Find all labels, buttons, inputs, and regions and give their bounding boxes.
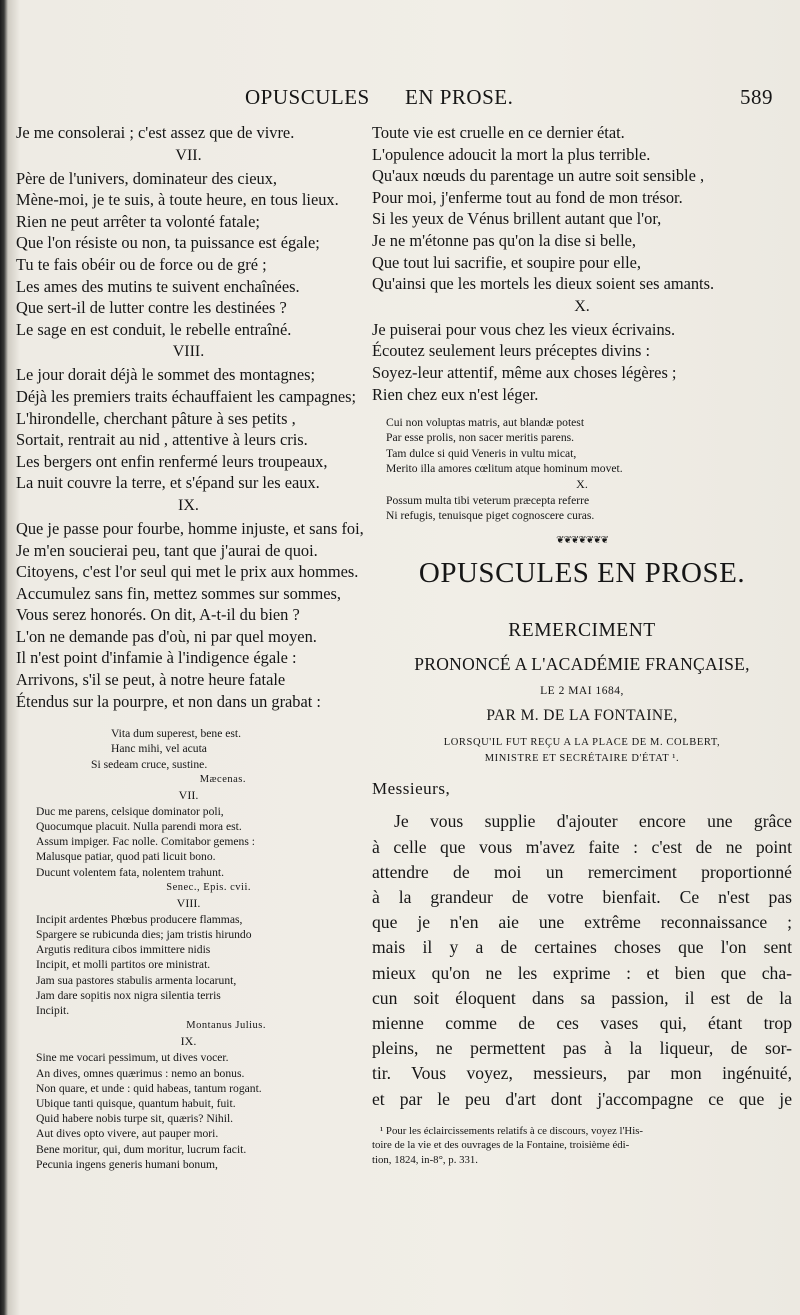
latin-line: Jam dare sopitis nox nigra silentia terris: [36, 988, 221, 1002]
verse-line: Qu'ainsi que les mortels les dieux soient ses amants.: [372, 274, 715, 294]
latin-number: IX.: [180, 1034, 197, 1049]
verse-line: Que tout lui sacrifie, et soupire pour elle,: [372, 252, 641, 272]
prose-line: cun soit éloquent dans sa passion, il est de la: [372, 987, 792, 1008]
prose-line: mienne comme de ces vases qui, étant trop: [372, 1012, 792, 1033]
latin-number: X.: [576, 476, 588, 491]
verse-line: L'on ne demande pas d'où, ni par quel moyen.: [16, 626, 317, 646]
verse-line: Si les yeux de Vénus brillent autant que l'or,: [372, 209, 662, 229]
ornament-divider: ❦❦❦❦❦❦❦: [556, 535, 608, 547]
latin-line: Si sedeam cruce, sustine.: [91, 757, 208, 771]
prose-line: mais il y a de certaines choses que l'on sent: [372, 937, 792, 958]
prose-line: attendre de moi un remerciment proportionné: [372, 861, 792, 882]
latin-line: Malusque patiar, quod pati licuit bono.: [36, 850, 216, 864]
context-line: MINISTRE ET SECRÉTAIRE D'ÉTAT ¹.: [484, 753, 680, 765]
latin-line: Duc me parens, celsique dominator poli,: [36, 804, 224, 818]
verse-line: Soyez-leur attentif, même aux choses légères ;: [372, 362, 677, 382]
latin-line: Par esse prolis, non sacer meritis parens.: [386, 431, 575, 445]
footnote-line: toire de la vie et des ouvrages de la Fontaine, troisième édi-: [372, 1139, 630, 1152]
verse-line: Qu'aux nœuds du parentage un autre soit sensible ,: [372, 166, 705, 186]
left-column: [16, 122, 364, 1172]
speech-subtitle: PRONONCÉ A L'ACADÉMIE FRANÇAISE,: [414, 654, 750, 675]
latin-continuation: [372, 415, 792, 476]
verse-line: Tu te fais obéir ou de force ou de gré ;: [16, 254, 267, 274]
latin-line: Jam sua pastores stabulis armenta locarunt,: [36, 973, 237, 987]
verse-line: Citoyens, c'est l'or seul qui met le prix aux hommes.: [16, 562, 359, 582]
latin-x: [372, 493, 792, 523]
prose-line: pleins, ne permettent pas à la liqueur, de sor-: [372, 1038, 792, 1059]
prose-line: à celle que vous m'avez faite : c'est de ne point: [372, 836, 792, 857]
verse-line: Que l'on résiste ou non, ta puissance est égale;: [16, 233, 320, 253]
latin-block-1: [16, 726, 361, 772]
prose-line: mieux qu'on ne les exprime : et bien que cha-: [372, 962, 792, 983]
prose-line: à la grandeur de votre bienfait. Ce n'est pas: [372, 886, 792, 907]
author-line: PAR M. DE LA FONTAINE,: [486, 707, 678, 725]
latin-line: Ubique tanti quisque, quantum habuit, fuit.: [36, 1096, 236, 1110]
verse-line: Je puiserai pour vous chez les vieux écrivains.: [372, 319, 676, 339]
latin-source: Mæcenas.: [199, 773, 246, 785]
verse-line: Le jour dorait déjà le sommet des montagnes;: [16, 365, 316, 385]
latin-line: Incipit, et molli partitos ore ministrat.: [36, 958, 211, 972]
verse-line: Étendus sur la pourpre, et non dans un grabat :: [16, 691, 321, 711]
latin-line: Assum impiger. Fac nolle. Comitabor gemens :: [36, 835, 255, 849]
latin-vii: [16, 804, 361, 880]
latin-line: Spargere se rubicunda dies; jam tristis hirundo: [36, 928, 252, 942]
verse-line: Pour moi, j'enferme tout au fond de mon trésor.: [372, 187, 683, 207]
verse-line: Sortait, rentrait au nid , attentive à leurs cris.: [16, 430, 308, 450]
latin-line: Incipit.: [36, 1004, 70, 1018]
stanza-continuation: [372, 122, 792, 295]
latin-line: Ni refugis, tenuisque piget cognoscere curas.: [386, 509, 595, 523]
verse-line: Arrivons, s'il se peut, à notre heure fatale: [16, 670, 286, 690]
verse-line: Vous serez honorés. On dit, A-t-il du bien ?: [16, 605, 300, 625]
latin-line: Non quare, et unde : quid habeas, tantum rogant.: [36, 1081, 262, 1095]
verse-line: Je m'en soucierai peu, tant que j'aurai de quoi.: [16, 540, 318, 560]
verse-line: L'opulence adoucit la mort la plus terrible.: [372, 144, 651, 164]
running-head: [0, 85, 800, 115]
verse-line: Le sage en est conduit, le rebelle entraîné.: [16, 319, 292, 339]
footnote-line: ¹ Pour les éclaircissements relatifs à ce discours, voyez l'His-: [380, 1124, 644, 1137]
latin-line: Hanc mihi, vel acuta: [111, 742, 207, 756]
latin-line: An dives, omnes quærimus : nemo an bonus.: [36, 1066, 245, 1080]
page-number: 589: [740, 85, 773, 109]
verse-line: Rien ne peut arrêter ta volonté fatale;: [16, 211, 260, 231]
prose-line: Je vous supplie d'ajouter encore une grâce: [394, 811, 792, 832]
latin-ix: [16, 1050, 361, 1172]
verse-line: Que sert-il de lutter contre les destinées ?: [16, 298, 287, 318]
latin-line: Ducunt volentem fata, nolentem trahunt.: [36, 865, 225, 879]
latin-line: Merito illa amores cœlitum atque hominum movet.: [386, 461, 623, 475]
stanza-viii: [16, 364, 361, 494]
verse-line: Il n'est point d'infamie à l'indigence égale :: [16, 648, 297, 668]
verse-line: Que je passe pour fourbe, homme injuste, et sans foi,: [16, 518, 364, 538]
stanza-number: X.: [574, 297, 590, 315]
verse-line: Accumulez sans fin, mettez sommes sur sommes,: [16, 583, 342, 603]
stanza-number: IX.: [178, 496, 199, 514]
verse-line: Toute vie est cruelle en ce dernier état.: [372, 123, 625, 142]
speech-body: [372, 809, 792, 1111]
latin-line: Pecunia ingens generis humani bonum,: [36, 1157, 218, 1171]
latin-line: Quid habere nobis turpe sit, quæris? Nihil.: [36, 1112, 234, 1126]
verse-line: Mène-moi, je te suis, à toute heure, en tous lieux.: [16, 190, 339, 210]
stanza-number: VIII.: [172, 343, 205, 361]
latin-number: VIII.: [176, 895, 201, 910]
latin-line: Tam dulce si quid Veneris in vultu micat,: [386, 446, 577, 460]
latin-line: Cui non voluptas matris, aut blandæ potest: [386, 416, 585, 430]
latin-line: Incipit ardentes Phœbus producere flammas,: [36, 912, 243, 926]
section-title: OPUSCULES EN PROSE.: [418, 557, 746, 590]
verse-line: Père de l'univers, dominateur des cieux,: [16, 168, 278, 188]
latin-line: Quocumque placuit. Nulla parendi mora est.: [36, 820, 242, 834]
verse-line: Les ames des mutins te suivent enchaînées.: [16, 276, 300, 296]
verse-line: Les bergers ont enfin renfermé leurs troupeaux,: [16, 451, 328, 471]
right-column: [372, 122, 792, 1168]
latin-viii: [16, 912, 361, 1018]
context-block: [372, 735, 792, 767]
stanza-ix: [16, 518, 364, 712]
latin-source: Montanus Julius.: [186, 1020, 266, 1032]
verse-line: La nuit couvre la terre, et s'épand sur les eaux.: [16, 473, 320, 493]
prose-line: tir. Vous voyez, messieurs, par mon ingénuité,: [372, 1063, 792, 1084]
verse-line: Je me consolerai ; c'est assez que de vivre.: [16, 123, 295, 142]
speech-title: REMERCIMENT: [508, 620, 656, 642]
latin-line: Argutis reditura cibos immittere nidis: [36, 943, 211, 957]
stanza-number: VII.: [175, 146, 202, 164]
latin-source: Senec., Epis. cvii.: [166, 881, 251, 893]
date-line: LE 2 MAI 1684,: [540, 685, 624, 698]
footnote-line: tion, 1824, in-8°, p. 331.: [372, 1153, 478, 1166]
stanza-vii: [16, 168, 361, 341]
running-head-right: EN PROSE.: [405, 85, 514, 109]
verse-line: Je ne m'étonne pas qu'on la dise si belle,: [372, 230, 636, 250]
verse-line: L'hirondelle, cherchant pâture à ses petits ,: [16, 408, 296, 428]
prose-line: et par le peu d'art dont j'accompagne ce que je: [372, 1088, 792, 1109]
verse-line: Écoutez seulement leurs préceptes divins :: [372, 341, 651, 361]
stanza-x: [372, 319, 792, 405]
prose-line: que je n'en aie une extrême reconnaissance ;: [372, 912, 792, 933]
latin-line: Possum multa tibi veterum præcepta referre: [386, 493, 590, 507]
running-head-left: OPUSCULES: [245, 85, 370, 109]
footnote: [372, 1124, 792, 1168]
latin-line: Sine me vocari pessimum, ut dives vocer.: [36, 1051, 229, 1065]
verse-line: Déjà les premiers traits échauffaient les campagnes;: [16, 386, 357, 406]
latin-line: Aut dives opto vivere, aut pauper mori.: [36, 1127, 219, 1141]
salutation: Messieurs,: [372, 779, 451, 799]
verse-line: Rien chez eux n'est léger.: [372, 384, 539, 404]
latin-line: Vita dum superest, bene est.: [111, 727, 242, 741]
latin-number: VII.: [178, 787, 199, 802]
latin-line: Bene moritur, qui, dum moritur, lucrum facit.: [36, 1142, 247, 1156]
context-line: LORSQU'IL FUT REÇU A LA PLACE DE M. COLBERT,: [443, 737, 721, 749]
